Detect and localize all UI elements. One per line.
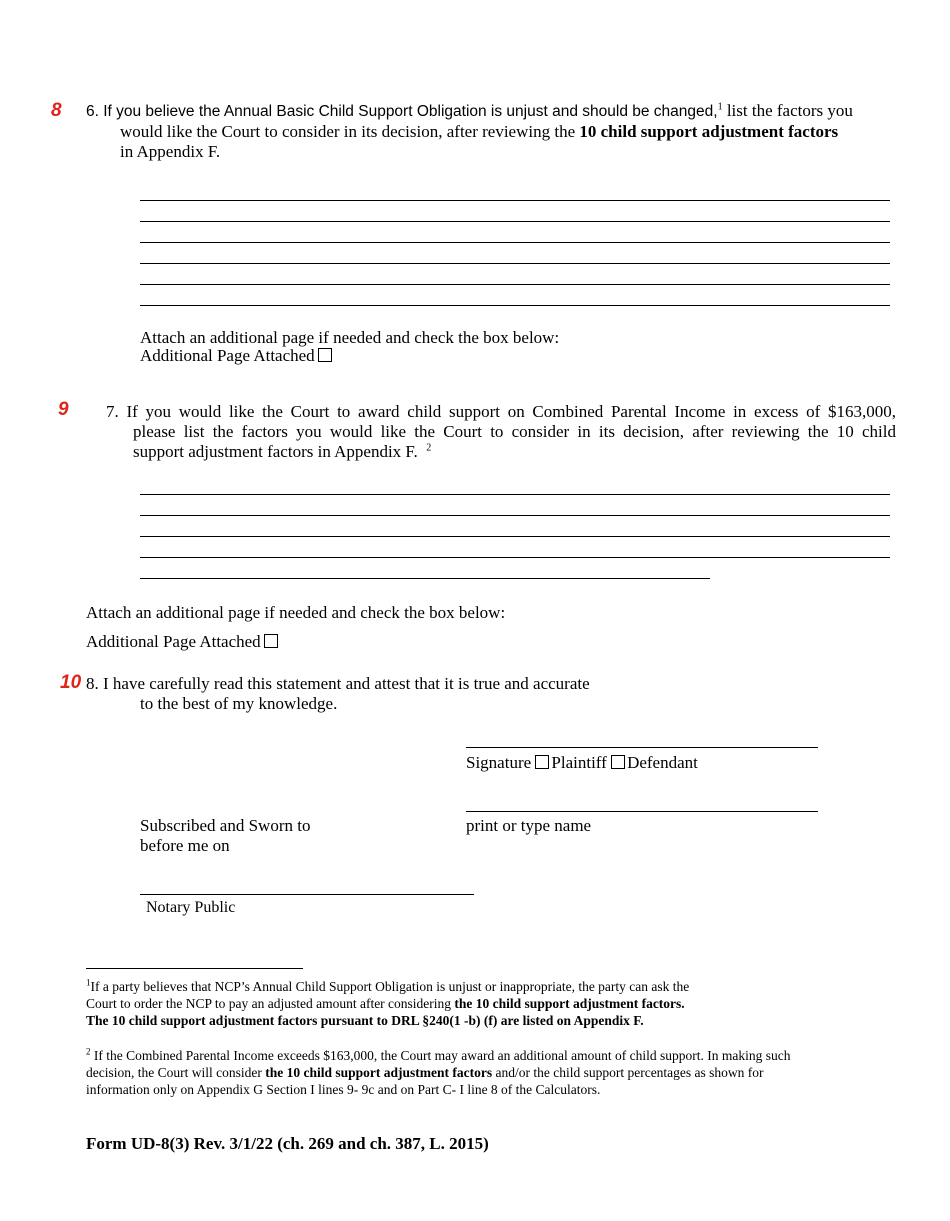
notary-line[interactable] [140,894,474,895]
q6-line2-bold: 10 child support adjustment factors [579,122,839,141]
q6-number: 6. [86,103,99,120]
signature-block [466,753,698,773]
question-8 [86,674,590,714]
print-name-label: print or type name [466,816,592,835]
q6-additional-page-checkbox[interactable] [318,348,332,362]
signature-line[interactable] [466,747,818,748]
q7-answer-line[interactable] [140,557,890,558]
q6-attach-instructions: Attach an additional page if needed and check the box below: [140,328,560,347]
q6-additional-page [140,346,332,366]
q6-answer-line[interactable] [140,242,890,243]
q7-additional-page-checkbox[interactable] [264,634,278,648]
q6-text-cont: list the factors you [722,101,853,120]
q8-line1: 8. I have carefully read this statement and attest that it is true and accurate [86,674,590,693]
fn1-line3: The 10 child support adjustment factors pursuant to DRL §240(1 -b) (f) are listed on Appendix F. [86,1013,644,1028]
q6-answer-line[interactable] [140,200,890,201]
q7-additional-page [86,632,278,652]
fn2-line1: If the Combined Parental Income exceeds $163,000, the Court may award an additional amount of child support. In making such [90,1048,791,1063]
q7-line1: 7. If you would like the Court to award child support on Combined Parental Income in excess of $163,000, [106,402,896,421]
print-name-line[interactable] [466,811,818,812]
fn2-line2-pre: decision, the Court will consider [86,1065,266,1080]
footnote-ref-1: 1 [717,101,723,113]
q6-answer-line[interactable] [140,284,890,285]
q6-additional-page-label: Additional Page Attached [140,346,315,365]
fn2-line2-bold: the 10 child support adjustment factors [265,1065,493,1080]
footnote-separator [86,968,303,969]
section-marker-9: 9 [58,399,69,420]
fn1-line2: Court to order the NCP to pay an adjusted amount after considering [86,996,455,1011]
question-6 [86,101,906,162]
plaintiff-checkbox[interactable] [535,755,549,769]
form-id: Form UD-8(3) Rev. 3/1/22 (ch. 269 and ch. 387, L. 2015) [86,1134,489,1153]
fn1-line2-bold: the 10 child support adjustment factors. [454,996,685,1011]
question-7 [106,402,896,462]
footnote-1-marker: 1 [86,977,91,988]
q7-line3: support adjustment factors in Appendix F. [133,442,418,461]
q6-answer-line[interactable] [140,263,890,264]
defendant-checkbox[interactable] [611,755,625,769]
signature-label: Signature [466,753,532,772]
notary-public-label: Notary Public [146,899,236,916]
footnote-2-marker: 2 [86,1046,91,1057]
q6-text: If you believe the Annual Basic Child Support Obligation is unjust and should be changed, [103,103,718,120]
q6-answer-line[interactable] [140,221,890,222]
footnote-1 [86,978,906,1029]
plaintiff-label: Plaintiff [551,753,607,772]
defendant-label: Defendant [627,753,698,772]
subscribed-line2: before me on [140,836,230,855]
q7-line2: please list the factors you would like the Court to consider in its decision, after reviewing the 10 child [133,422,896,441]
subscribed-line1: Subscribed and Sworn to [140,816,311,835]
fn2-line2-post: and/or the child support percentages as shown for [492,1065,764,1080]
fn1-line1: If a party believes that NCP’s Annual Child Support Obligation is unjust or inappropriate, the party can ask the [90,979,690,994]
section-marker-8: 8 [51,100,62,121]
q7-additional-page-label: Additional Page Attached [86,632,261,651]
q6-answer-line[interactable] [140,305,890,306]
footnote-ref-2: 2 [426,442,432,454]
fn2-line3: information only on Appendix G Section I lines 9- 9c and on Part C- I line 8 of the Calculators. [86,1082,601,1097]
subscribed-sworn [140,816,310,856]
q7-attach-instructions: Attach an additional page if needed and check the box below: [86,603,506,622]
q7-answer-line[interactable] [140,494,890,495]
q8-line2: to the best of my knowledge. [140,694,338,713]
q7-answer-line[interactable] [140,515,890,516]
footnote-2 [86,1047,916,1098]
q6-line3: in Appendix F. [120,142,221,161]
q6-line2: would like the Court to consider in its decision, after reviewing the [120,122,580,141]
q7-answer-line[interactable] [140,578,710,579]
q7-answer-line[interactable] [140,536,890,537]
section-marker-10: 10 [60,672,82,693]
